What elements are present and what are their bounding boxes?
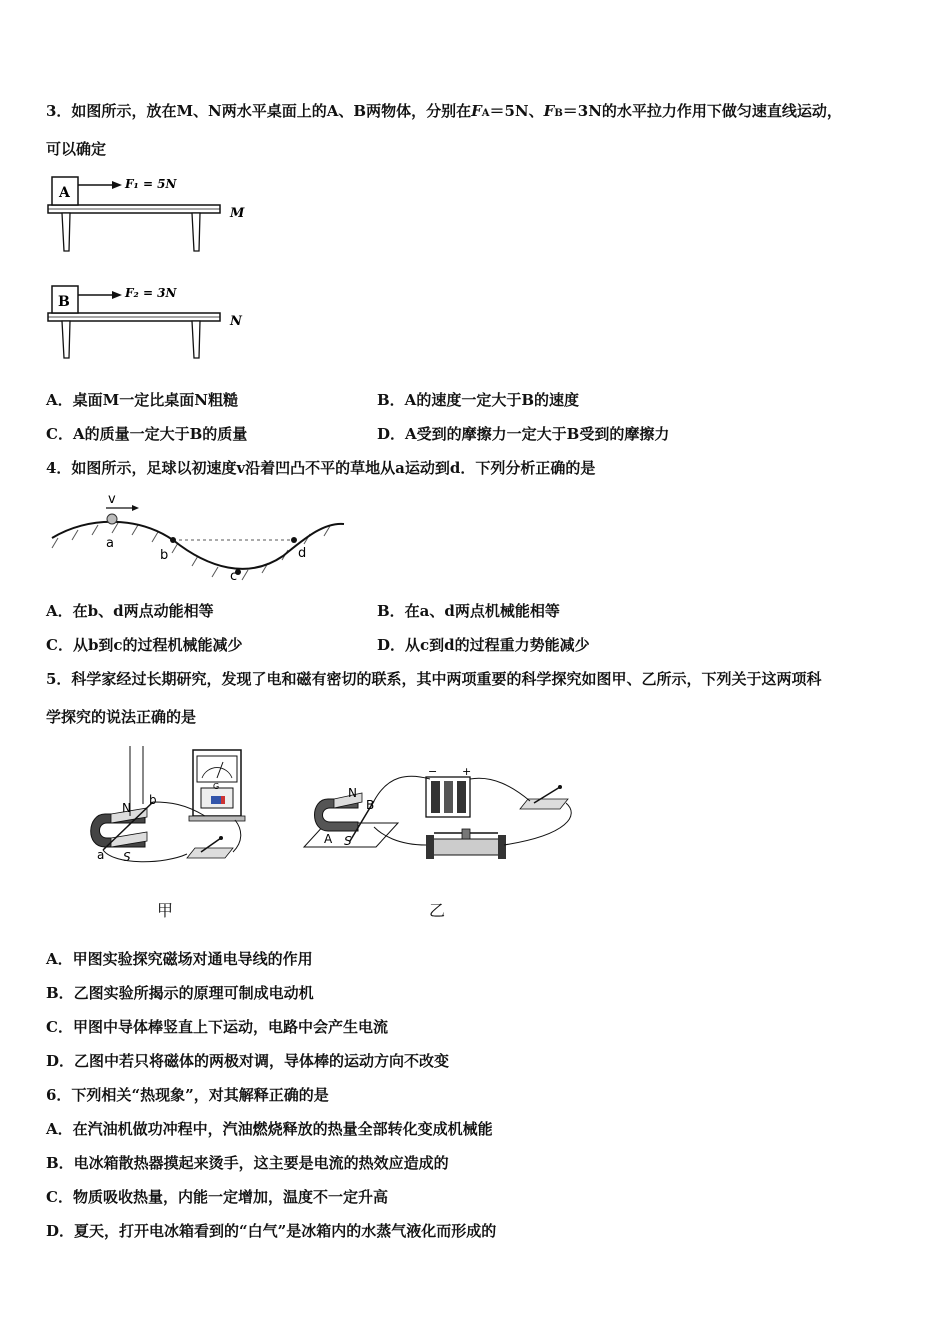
q5-figure-jia <box>75 742 255 872</box>
point-b-label: b <box>160 548 169 563</box>
force-a-label: F₁ = 5N <box>125 177 177 191</box>
q3-fa-symbol: F <box>471 102 482 120</box>
q3-option-c: C．A的质量一定大于B的质量 <box>46 425 248 443</box>
q3-option-a: A．桌面M一定比桌面N粗糙 <box>46 391 238 409</box>
q3-fa-subscript: A <box>481 108 490 119</box>
caption-yi: 乙 <box>429 901 446 920</box>
q3-fb-subscript: B <box>554 108 563 119</box>
jia-s-label: S <box>123 850 131 864</box>
q3-fb-symbol: F <box>543 102 555 120</box>
battery-plus: + <box>462 765 472 778</box>
velocity-label: v <box>108 492 116 507</box>
rheostat <box>426 829 506 859</box>
table-n-label: N <box>230 314 242 329</box>
galvanometer <box>189 750 245 821</box>
galvanometer-g-label: G <box>213 782 220 791</box>
force-a-arrow-icon <box>78 181 122 189</box>
q6-option-d: D．夏天，打开电冰箱看到的“白气”是冰箱内的水蒸气液化而形成的 <box>46 1222 497 1240</box>
q3-stem-text: 3．如图所示，放在M、N两水平桌面上的A、B两物体，分别在 <box>46 102 472 120</box>
force-b-label: F₂ = 3N <box>125 286 177 300</box>
q4-option-d: D．从c到d的过程重力势能减少 <box>377 636 590 654</box>
q6-option-a: A．在汽油机做功冲程中，汽油燃烧释放的热量全部转化变成机械能 <box>46 1120 493 1138</box>
point-d-label: d <box>298 546 307 561</box>
q5-stem-line1: 5．科学家经过长期研究，发现了电和磁有密切的联系，其中两项重要的科学探究如图甲、乙所示，下列关于这两项科 <box>46 670 822 688</box>
q4-option-b: B．在a、d两点机械能相等 <box>377 602 560 620</box>
q5-option-c: C．甲图中导体棒竖直上下运动，电路中会产生电流 <box>46 1018 388 1036</box>
football <box>107 514 117 524</box>
q5-option-d: D．乙图中若只将磁体的两极对调，导体棒的运动方向不改变 <box>46 1052 450 1070</box>
q5-figure-yi <box>298 765 588 875</box>
point-b <box>170 537 176 543</box>
point-d <box>291 537 297 543</box>
q5-option-a: A．甲图实验探究磁场对通电导线的作用 <box>46 950 313 968</box>
jia-b-label: b <box>149 793 157 807</box>
yi-n-label: N <box>348 786 357 800</box>
yi-b-label: B <box>366 798 375 812</box>
table-n <box>48 313 220 358</box>
q3-stem-line1 <box>46 101 842 124</box>
q6-option-b: B．电冰箱散热器摸起来烫手，这主要是电流的热效应造成的 <box>46 1154 449 1172</box>
q4-option-c: C．从b到c的过程机械能减少 <box>46 636 243 654</box>
q3-stem-line2: 可以确定 <box>46 140 107 158</box>
table-m <box>48 205 220 251</box>
block-a-label: A <box>59 185 70 201</box>
caption-jia: 甲 <box>157 901 174 920</box>
q3-option-d: D．A受到的摩擦力一定大于B受到的摩擦力 <box>377 425 670 443</box>
q6-stem: 6．下列相关“热现象”，对其解释正确的是 <box>46 1086 329 1104</box>
q4-option-a: A．在b、d两点动能相等 <box>46 602 214 620</box>
q3-figure <box>40 168 260 368</box>
block-b-label: B <box>58 294 70 310</box>
horseshoe-magnet-jia <box>91 808 147 847</box>
jia-a-label: a <box>97 848 105 862</box>
yi-s-label: S <box>344 834 352 848</box>
switch-yi <box>520 785 568 809</box>
q3-fa-value: ＝5N、 <box>489 102 544 120</box>
q4-figure <box>48 488 348 588</box>
switch-jia <box>187 836 233 858</box>
battery-pack <box>426 765 471 817</box>
q3-option-b: B．A的速度一定大于B的速度 <box>377 391 579 409</box>
point-a-label: a <box>106 536 114 551</box>
wires-yi <box>374 776 571 845</box>
jia-n-label: N <box>122 801 131 815</box>
q5-stem-line2: 学探究的说法正确的是 <box>46 708 197 726</box>
point-c-label: c <box>230 569 238 584</box>
force-b-arrow-icon <box>78 291 122 299</box>
battery-minus: − <box>428 765 438 778</box>
table-m-label: M <box>230 206 245 221</box>
q3-fb-value: ＝3N的水平拉力作用下做匀速直线运动， <box>562 102 842 120</box>
q6-option-c: C．物质吸收热量，内能一定增加，温度不一定升高 <box>46 1188 388 1206</box>
yi-a-label: A <box>324 832 333 846</box>
q4-stem: 4．如图所示，足球以初速度v沿着凹凸不平的草地从a运动到d．下列分析正确的是 <box>46 459 596 477</box>
q5-option-b: B．乙图实验所揭示的原理可制成电动机 <box>46 984 314 1002</box>
